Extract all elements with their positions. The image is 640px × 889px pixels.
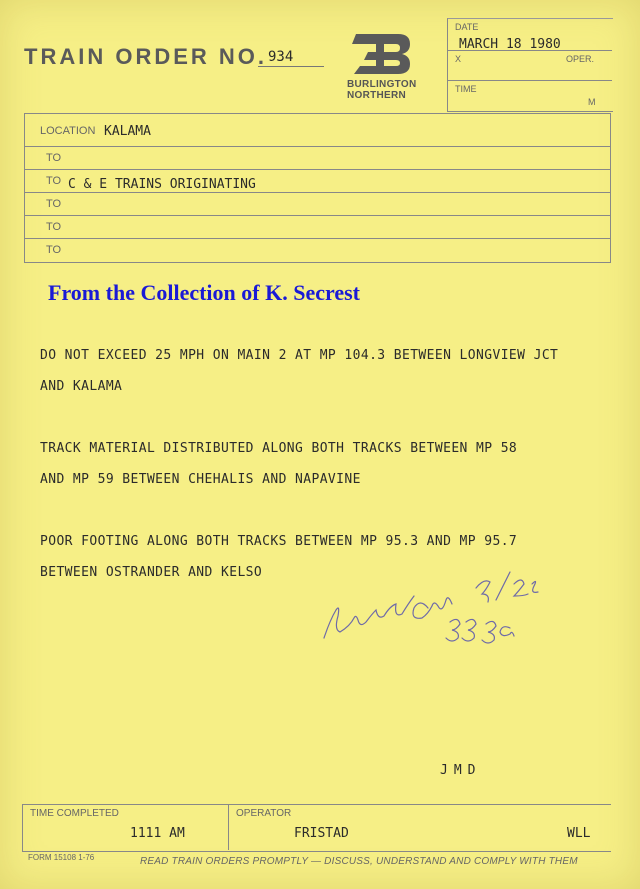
handwritten-note: [310, 560, 540, 650]
divider: [228, 804, 229, 850]
form-title: TRAIN ORDER NO.: [24, 44, 267, 69]
to-label-4: TO: [46, 221, 62, 233]
location-value: KALAMA: [104, 124, 151, 139]
to-label-1: TO: [46, 152, 62, 164]
date-value: MARCH 18 1980: [459, 37, 561, 52]
to-value-2: C & E TRAINS ORIGINATING: [68, 177, 256, 192]
divider: [24, 146, 610, 147]
order-line-6: BETWEEN OSTRANDER AND KELSO: [40, 565, 263, 580]
to-label-2: TO: [46, 175, 62, 187]
to-label-5: TO: [46, 244, 62, 256]
divider: [24, 238, 610, 239]
operator-initials: WLL: [567, 826, 591, 841]
order-number: 934: [268, 49, 294, 65]
logo-text: [347, 79, 416, 101]
dispatcher-initials: JMD: [440, 763, 482, 778]
compliance-notice: READ TRAIN ORDERS PROMPTLY — DISCUSS, UNDERSTAND AND COMPLY WITH THEM: [140, 856, 578, 867]
order-number-underline: [258, 66, 324, 67]
order-line-1: DO NOT EXCEED 25 MPH ON MAIN 2 AT MP 104.3 BETWEEN LONGVIEW JCT: [40, 348, 559, 363]
divider: [447, 80, 612, 81]
date-label: DATE: [455, 22, 479, 32]
order-line-5: POOR FOOTING ALONG BOTH TRACKS BETWEEN MP 95.3 AND MP 95.7: [40, 534, 518, 549]
logo-line-2: NORTHERN: [347, 90, 407, 101]
time-completed-value: 1111 AM: [130, 826, 185, 841]
order-line-3: TRACK MATERIAL DISTRIBUTED ALONG BOTH TRACKS BETWEEN MP 58: [40, 441, 518, 456]
order-line-2: AND KALAMA: [40, 379, 123, 394]
order-line-4: AND MP 59 BETWEEN CHEHALIS AND NAPAVINE: [40, 472, 361, 487]
divider: [24, 169, 610, 170]
location-label: LOCATION: [40, 125, 96, 137]
form-number: FORM 15108 1-76: [28, 853, 95, 862]
m-label: M: [588, 97, 596, 107]
x-label: X: [455, 54, 462, 64]
time-label: TIME: [455, 84, 477, 94]
operator-label: OPERATOR: [236, 808, 292, 819]
collection-watermark: From the Collection of K. Secrest: [48, 280, 360, 305]
logo-line-1: BURLINGTON: [347, 79, 417, 90]
divider: [24, 192, 610, 193]
time-completed-label: TIME COMPLETED: [30, 808, 119, 819]
operator-value: FRISTAD: [294, 826, 349, 841]
divider: [24, 215, 610, 216]
oper-label: OPER.: [566, 54, 595, 64]
to-label-3: TO: [46, 198, 62, 210]
